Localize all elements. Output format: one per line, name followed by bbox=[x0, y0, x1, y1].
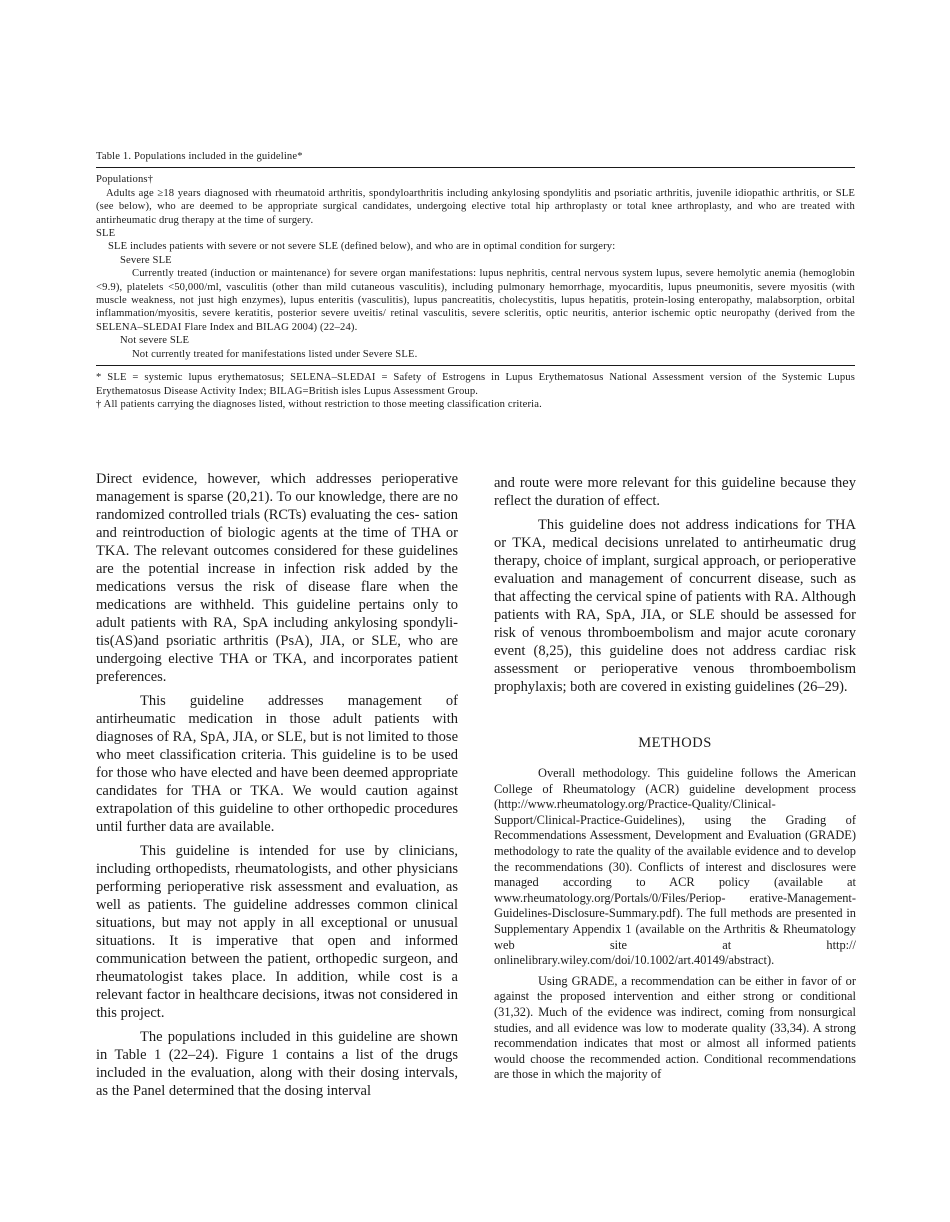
paragraph: Overall methodology. This guideline follows the American College of Rheumatology (ACR) guideline development process (http://www.rheumatology.org/Practice-Quality/Clinical-Support/Clinical-Practice-Guidelines), using the Grading of Recommendations Assessment, Development and Evaluation (GRADE) methodology to rate the quality of the available evidence and to develop the recommendations (30). Conflicts of interest and disclosures were managed according to ACR policy (available at www.rheumatology.org/Portals/0/Files/Periop- erative-Management-Guidelines-Disclosure-Summary.pdf). The full methods are presented in Supplementary Appendix 1 (available on the Arthritis & Rheumatology web site at http:// onlinelibrary.wiley.com/doi/10.1002/art.40149/abstract). bbox=[494, 766, 856, 968]
paragraph: Direct evidence, however, which addresses perioperative management is sparse (20,21). To our knowledge, there are no randomized controlled trials (RCTs) evaluating the ces- sation and reintroduction of biologic agents at the time of THA or TKA. The relevant outcomes considered for these guidelines are the potential increase in infection risk added by the medications versus the risk of disease flare when the medications are withheld. This guideline pertains only to adult patients with RA, SpA including ankylosing spondyli- tis(AS)and psoriatic arthritis (PsA), JIA, or SLE, who are undergoing elective THA or TKA, and incorporates patient preferences. bbox=[96, 471, 458, 685]
populations-text: Adults age ≥18 years diagnosed with rheumatoid arthritis, spondyloarthritis including ankylosing spondylitis and psoriatic arthritis, juvenile idiopathic arthritis, or SLE (see below), who are deemed to be appropriate surgical candidates, undergoing elective total hip arthroplasty or total knee arthroplasty, and who are treated with antirheumatic drug therapy at the time of surgery. bbox=[96, 187, 855, 226]
severe-sle-text: Currently treated (induction or maintenance) for severe organ manifestations: lupus nephritis, central nervous system lupus, severe hemolytic anemia (hemoglobin <9.9), platelets <50,000/ml, vasculitis (other than mild cutaneous vasculitis), including pulmonary hemorrhage, myocarditis, lupus pneumonitis, severe myositis (with muscle weakness, not just high enzymes), lupus enteritis (vasculitis), lupus pancreatitis, cholecystitis, lupus hepatitis, protein-losing enteropathy, malabsorption, orbital inflammation/myositis, severe keratitis, posterior severe uveitis/ retinal vasculitis, severe scleritis, optic neuritis, anterior ischemic optic neuropathy (derived from the SELENA–SLEDAI Flare Index and BILAG 2004) (22–24). bbox=[96, 268, 855, 333]
not-severe-sle-text: Not currently treated for manifestations listed under Severe SLE. bbox=[132, 348, 418, 360]
right-column bbox=[494, 474, 856, 1088]
paragraph: This guideline addresses management of antirheumatic medication in those adult patients with diagnoses of RA, SpA, JIA, or SLE, but is not limited to those who meet classification criteria. This guideline is to be used for those who have elected and have been deemed appropriate candidates for THA or TKA. We would caution against extrapolation of this guideline to other orthopedic procedures until further data are available. bbox=[96, 693, 458, 835]
footnote-dagger: † All patients carrying the diagnoses listed, without restriction to those meeting classification criteria. bbox=[96, 398, 542, 410]
paragraph: This guideline does not address indications for THA or TKA, medical decisions unrelated to antirheumatic drug therapy, choice of implant, surgical approach, or perioperative evaluation and management of concurrent disease, such as that affecting the cervical spine of patients with RA. Although patients with RA, SpA, JIA, or SLE should be assessed for risk of venous thromboembolism and major acute coronary event (8,25), this guideline does not address cardiac risk assessment or perioperative venous thromboembolism prophylaxis; both are covered in existing guidelines (26–29). bbox=[494, 517, 856, 695]
table-body bbox=[96, 168, 855, 365]
methods-body bbox=[494, 766, 856, 1083]
paragraph: This guideline is intended for use by clinicians, including orthopedists, rheumatologists, and other physicians performing perioperative risk assessment and evaluation, as well as patients. The guideline addresses common clinical situations, but may not apply in all exceptional or unusual situations. It is imperative that open and informed communication between the patient, orthopedic surgeon, and rheumatologist takes place. In addition, while cost is a relevant factor in healthcare decisions, itwas not considered in this project. bbox=[96, 843, 458, 1021]
footnote-abbreviations: * SLE = systemic lupus erythematosus; SELENA–SLEDAI = Safety of Estrogens in Lupus Erythematosus National Assessment version of the Systemic Lupus Erythematosus Disease Activity Index; BILAG=British isles Lupus Assessment Group. bbox=[96, 372, 855, 397]
not-severe-sle-label: Not severe SLE bbox=[120, 335, 190, 347]
section-heading-methods: METHODS bbox=[638, 735, 712, 751]
table-footnotes bbox=[96, 366, 855, 411]
paragraph: Using GRADE, a recommendation can be either in favor of or against the proposed intervention and either strong or conditional (31,32). Much of the evidence was indirect, coming from nonsurgical studies, and all evidence was low to moderate quality (33,34). A strong recommendation indicates that most or almost all informed patients would choose the recommended action. Conditional recommendations are those in which the majority of bbox=[494, 973, 856, 1082]
paragraph: and route were more relevant for this guideline because they reflect the duration of effect. bbox=[494, 475, 856, 509]
populations-label: Populations† bbox=[96, 174, 154, 186]
severe-sle-label: Severe SLE bbox=[120, 254, 172, 266]
sle-text: SLE includes patients with severe or not severe SLE (defined below), and who are in optimal condition for surgery: bbox=[108, 241, 616, 253]
paragraph: The populations included in this guideline are shown in Table 1 (22–24). Figure 1 contains a list of the drugs included in the evaluation, along with their dosing intervals, as the Panel determined that the dosing interval bbox=[96, 1029, 458, 1099]
table-caption: Table 1. Populations included in the guideline* bbox=[96, 151, 303, 162]
table-1 bbox=[96, 150, 855, 411]
left-column bbox=[96, 470, 458, 1106]
sle-label: SLE bbox=[96, 228, 116, 240]
